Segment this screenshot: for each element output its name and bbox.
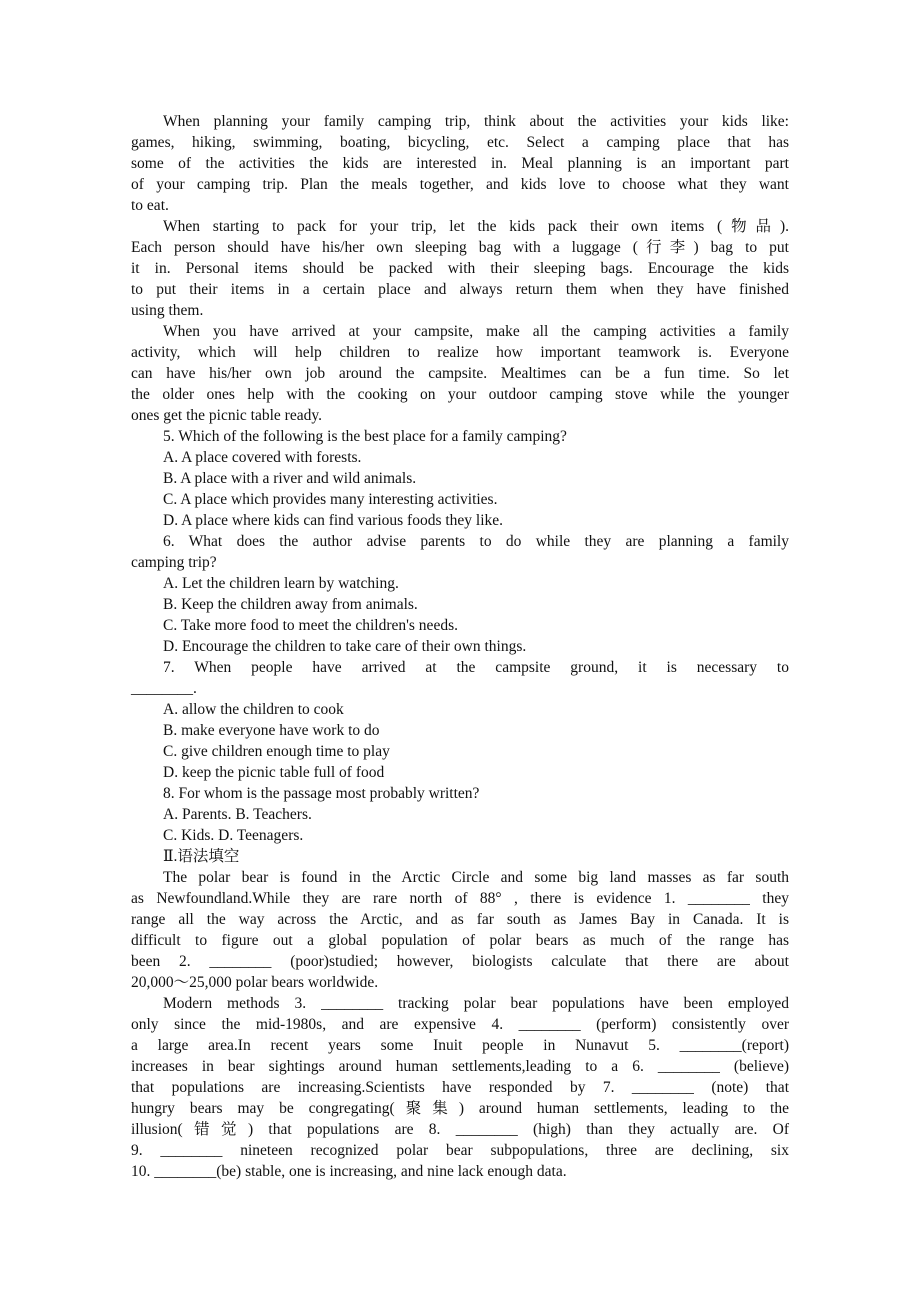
option-paragraph: [131, 825, 789, 846]
option-line: D. keep the picnic table full of food: [163, 764, 385, 781]
question-paragraph: [131, 531, 789, 573]
option-line: B. A place with a river and wild animals.: [163, 470, 417, 487]
passage-paragraph: [131, 993, 789, 1182]
passage-line: as Newfoundland.While they are rare north of 88° , there is evidence 1. ________ they: [131, 890, 789, 907]
passage-line: been 2. ________ (poor)studied; however, biologists calculate that there are about: [131, 953, 789, 970]
passage-line: 10. ________(be) stable, one is increasing, and nine lack enough data.: [131, 1163, 567, 1180]
passage-line: of your camping trip. Plan the meals together, and kids love to choose what they want: [131, 176, 789, 193]
passage-line: it in. Personal items should be packed with their sleeping bags. Encourage the kids: [131, 260, 789, 277]
question-paragraph: [131, 657, 789, 699]
option-line: B. make everyone have work to do: [163, 722, 380, 739]
passage-paragraph: [131, 867, 789, 993]
option-line: D. A place where kids can find various foods they like.: [163, 512, 504, 529]
passage-line: that populations are increasing.Scientists have responded by 7. ________ (note) that: [131, 1079, 789, 1096]
option-line: D. Encourage the children to take care of their own things.: [163, 638, 527, 655]
question-line: 5. Which of the following is the best place for a family camping?: [163, 428, 567, 445]
question-line: 6. What does the author advise parents to do while they are planning a family: [163, 533, 789, 550]
option-line: C. give children enough time to play: [163, 743, 390, 760]
option-paragraph: [131, 615, 789, 636]
passage-paragraph: [131, 111, 789, 216]
passage-paragraph: [131, 321, 789, 426]
question-line: camping trip?: [131, 554, 217, 571]
option-paragraph: [131, 489, 789, 510]
option-paragraph: [131, 594, 789, 615]
option-paragraph: [131, 804, 789, 825]
option-paragraph: [131, 573, 789, 594]
document-body: [131, 111, 789, 1182]
passage-line: some of the activities the kids are interested in. Meal planning is an important part: [131, 155, 789, 172]
passage-line: to put their items in a certain place and always return them when they have finished: [131, 281, 789, 298]
option-line: B. Keep the children away from animals.: [163, 596, 418, 613]
passage-line: Modern methods 3. ________ tracking polar bear populations have been employed: [163, 995, 789, 1012]
passage-line: When planning your family camping trip, think about the activities your kids like:: [163, 113, 789, 130]
option-line: A. Parents. B. Teachers.: [163, 806, 312, 823]
passage-line: a large area.In recent years some Inuit people in Nunavut 5. ________(report): [131, 1037, 789, 1054]
passage-line: When starting to pack for your trip, let the kids pack their own items (物品).: [163, 218, 789, 235]
passage-line: using them.: [131, 302, 204, 319]
option-paragraph: [131, 762, 789, 783]
passage-line: increases in bear sightings around human settlements,leading to a 6. ________ (believe): [131, 1058, 789, 1075]
option-line: C. Take more food to meet the children's needs.: [163, 617, 458, 634]
passage-line: 20,000～25,000 polar bears worldwide.: [131, 974, 379, 991]
passage-line: illusion(错觉) that populations are 8. ________ (high) than they actually are. Of: [131, 1121, 789, 1138]
option-paragraph: [131, 741, 789, 762]
option-line: A. Let the children learn by watching.: [163, 575, 399, 592]
question-paragraph: [131, 783, 789, 804]
option-line: C. Kids. D. Teenagers.: [163, 827, 304, 844]
passage-line: hungry bears may be congregating(聚集) around human settlements, leading to the: [131, 1100, 789, 1117]
option-paragraph: [131, 636, 789, 657]
passage-line: the older ones help with the cooking on your outdoor camping stove while the younger: [131, 386, 789, 403]
passage-line: 9. ________ nineteen recognized polar bear subpopulations, three are declining, six: [131, 1142, 789, 1159]
section-heading-line: Ⅱ.语法填空: [163, 848, 240, 865]
option-paragraph: [131, 720, 789, 741]
passage-line: can have his/her own job around the campsite. Mealtimes can be a fun time. So let: [131, 365, 789, 382]
section-heading-paragraph: [131, 846, 789, 867]
option-paragraph: [131, 447, 789, 468]
option-line: C. A place which provides many interesting activities.: [163, 491, 498, 508]
option-line: A. allow the children to cook: [163, 701, 344, 718]
passage-line: ones get the picnic table ready.: [131, 407, 322, 424]
question-line: 7. When people have arrived at the campsite ground, it is necessary to: [163, 659, 789, 676]
passage-line: to eat.: [131, 197, 169, 214]
passage-line: range all the way across the Arctic, and as far south as James Bay in Canada. It is: [131, 911, 789, 928]
option-paragraph: [131, 510, 789, 531]
passage-paragraph: [131, 216, 789, 321]
passage-line: When you have arrived at your campsite, make all the camping activities a family: [163, 323, 789, 340]
passage-line: games, hiking, swimming, boating, bicycling, etc. Select a camping place that has: [131, 134, 789, 151]
option-paragraph: [131, 468, 789, 489]
passage-line: The polar bear is found in the Arctic Circle and some big land masses as far south: [163, 869, 789, 886]
passage-line: Each person should have his/her own sleeping bag with a luggage (行李) bag to put: [131, 239, 789, 256]
question-paragraph: [131, 426, 789, 447]
option-paragraph: [131, 699, 789, 720]
question-line: 8. For whom is the passage most probably written?: [163, 785, 480, 802]
passage-line: only since the mid-1980s, and are expensive 4. ________ (perform) consistently over: [131, 1016, 789, 1033]
passage-line: difficult to figure out a global population of polar bears as much of the range has: [131, 932, 789, 949]
option-line: A. A place covered with forests.: [163, 449, 362, 466]
passage-line: activity, which will help children to realize how important teamwork is. Everyone: [131, 344, 789, 361]
question-line: ________.: [131, 680, 197, 697]
